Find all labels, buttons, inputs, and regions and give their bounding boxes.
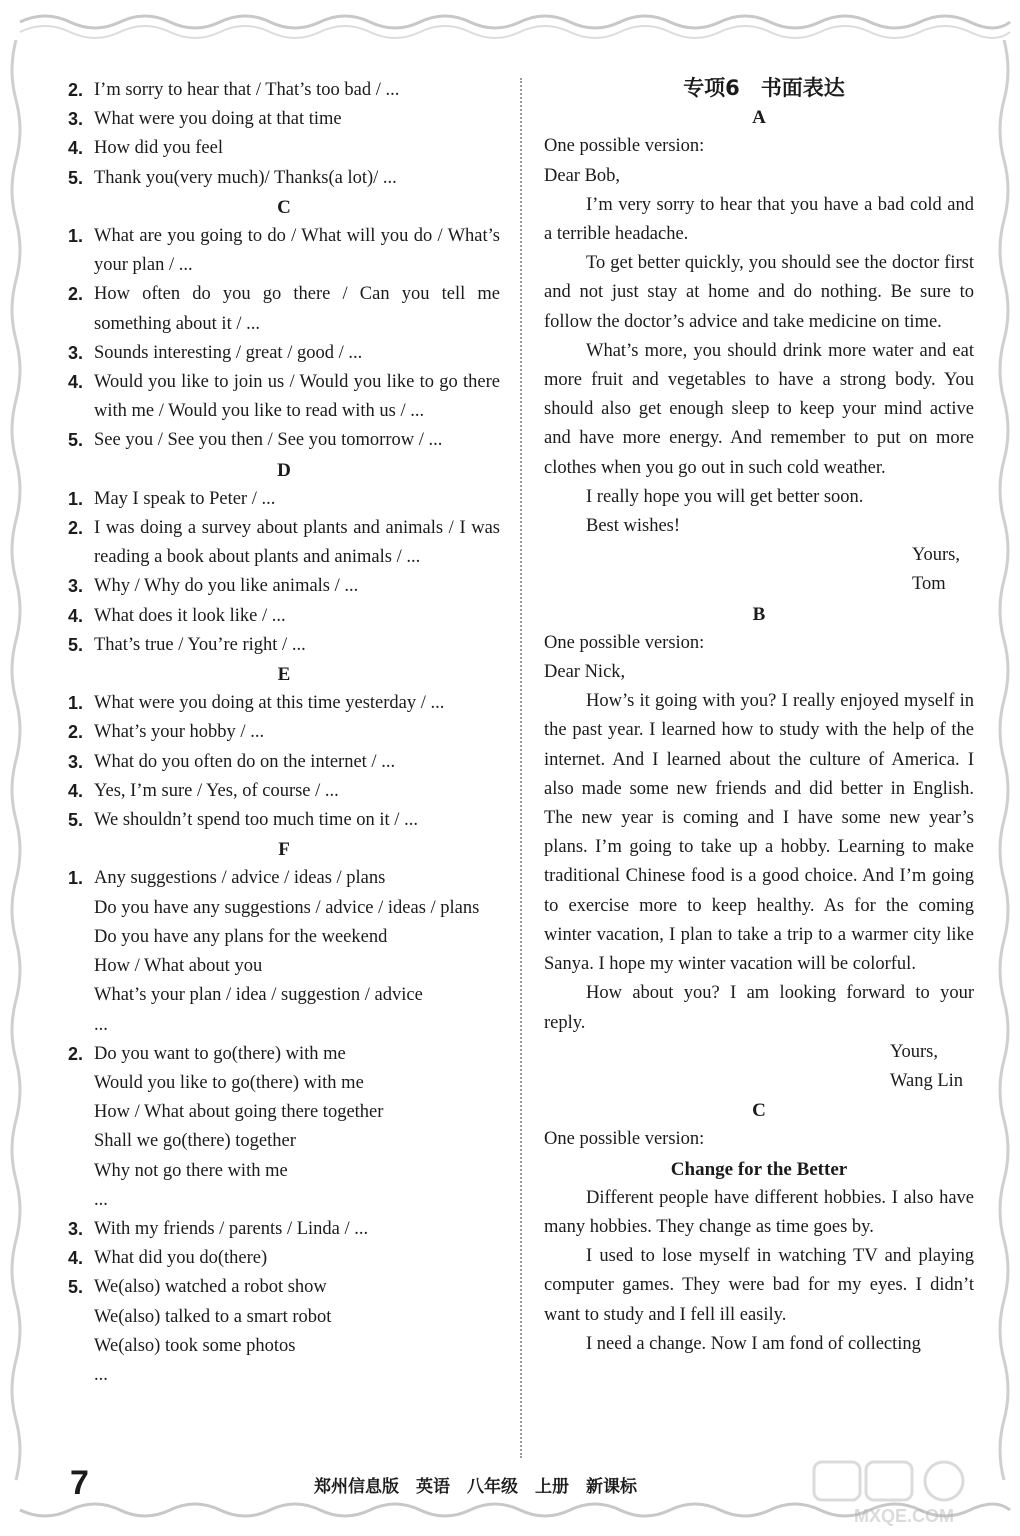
right-wavy-border [990,40,1020,1496]
list-item: 5. See you / See you then / See you tomorrow / ... [68,430,443,451]
list-item: 5. Thank you(very much)/ Thanks(a lot)/ ... [68,167,397,188]
list-item: 3. Sounds interesting / great / good / ... [68,342,363,363]
alt-answer: How / What about you [94,956,263,977]
letter-signature: Wang Lin [890,1070,964,1091]
alt-answer: Do you have any plans for the weekend [94,926,388,947]
section-a-heading: A [752,107,766,129]
list-item: 5. That’s true / You’re right / ... [68,634,306,655]
list-item: 3. What do you often do on the internet / ... [68,751,396,772]
letter-signature: Tom [912,574,946,595]
list-item: 4. How did you feel [68,138,223,159]
section-e-list [68,689,500,835]
letter-greeting: Dear Nick, [544,662,626,683]
essay-paragraph: I used to lose myself in watching TV and playing computer games. They were bad for my eyes. I didn’t want to study and I fell ill easily. [544,1246,974,1325]
page-number: 7 [70,1464,89,1502]
list-item: 3. What were you doing at that time [68,109,342,130]
top-wavy-border [0,0,1020,40]
alt-answer: We(also) talked to a smart robot [94,1306,332,1327]
watermark-text: MXQE.COM [853,1506,955,1526]
left-column [68,76,500,1390]
topic-heading: 专项6 书面表达 [683,76,845,100]
list-item: 4. Yes, I’m sure / Yes, of course / ... [68,780,339,801]
list-item: 2. I was doing a survey about plants and animals / I was reading a book about plants and animals / ... [68,518,500,568]
version-label: One possible version: [544,136,705,157]
alt-answer: ... [94,1014,108,1035]
letter-paragraph: How’s it going with you? I really enjoyed myself in the past year. I learned how to study with the help of the internet. And I learned about the culture of America. I also made some new friends and did better in English. The new year is coming and I have some new year’s plans. I’m going to take up a hobby. Learning to make traditional Chinese food is a good choice. And I’m going to exercise more to keep healthy. As for the coming winter vacation, I plan to take a trip to a warmer city like Sanya. I hope my winter vacation will be colorful. [544,691,974,975]
column-divider [520,78,522,1458]
watermark-logo [808,1458,1008,1528]
essay-paragraph: Different people have different hobbies. I also have many hobbies. They change as time goes by. [544,1187,974,1237]
letter-paragraph: How about you? I am looking forward to your reply. [544,983,974,1033]
letter-paragraph: I’m very sorry to hear that you have a bad cold and a terrible headache. [544,194,974,245]
left-wavy-border [0,40,30,1496]
alt-answer: Do you have any suggestions / advice / ideas / plans [94,897,480,918]
list-item: 4. What does it look like / ... [68,605,286,626]
list-item: 5. We(also) watched a robot show [68,1277,327,1298]
list-item: 2. Do you want to go(there) with me [68,1043,346,1064]
list-item: 1. May I speak to Peter / ... [68,488,276,509]
alt-answer: ... [94,1364,108,1385]
alt-answer: Shall we go(there) together [94,1131,296,1152]
section-f-list [68,864,500,1390]
alt-answer: ... [94,1189,108,1210]
alt-answer: How / What about going there together [94,1102,384,1123]
essay-title: Change for the Better [670,1158,848,1180]
list-item: 2. What’s your hobby / ... [68,722,265,743]
letter-greeting: Dear Bob, [544,165,621,186]
letter-paragraph: To get better quickly, you should see the doctor first and not just stay at home and do nothing. Be sure to follow the doctor’s advice and take medicine on time. [544,253,974,332]
footer-book-info: 郑州信息版 英语 八年级 上册 新课标 [314,1477,637,1497]
list-item: 3. Why / Why do you like animals / ... [68,576,359,597]
list-item: 5. We shouldn’t spend too much time on it / ... [68,810,418,831]
list-item: 1. What were you doing at this time yesterday / ... [68,693,445,714]
section-b-heading: B [752,603,766,625]
section-e-heading: E [277,664,291,686]
section-c-heading: C [277,196,291,218]
list-item: 4. What did you do(there) [68,1248,268,1269]
letter-yours: Yours, [890,1041,938,1062]
essay-paragraph: I need a change. Now I am fond of collecting [586,1333,921,1354]
list-item: 1. What are you going to do / What will you do / What’s your plan / ... [68,226,500,276]
alt-answer: We(also) took some photos [94,1335,296,1356]
list-item: 1. Any suggestions / advice / ideas / plans [68,868,386,889]
letter-paragraph: What’s more, you should drink more water and eat more fruit and vegetables to have a strong body. You should also get enough sleep to keep your mind active and have more energy. And remember to put on more clothes when you go out in such cold weather. [544,340,974,478]
section-d-list [68,485,500,660]
letter-yours: Yours, [912,545,960,566]
section-f-heading: F [278,839,290,861]
letter-wishes: Best wishes! [586,516,681,537]
right-column [544,76,974,1359]
letter-closing: I really hope you will get better soon. [586,486,864,507]
section-c-heading: C [752,1100,766,1122]
version-label: One possible version: [544,1129,705,1150]
list-item: 3. With my friends / parents / Linda / ... [68,1218,369,1239]
list-item: 2. I’m sorry to hear that / That’s too bad / ... [68,80,400,100]
list-item: 4. Would you like to join us / Would you like to go there with me / Would you like to read with us / ... [68,372,500,422]
section-d-heading: D [277,459,291,481]
alt-answer: Why not go there with me [94,1160,288,1181]
version-label: One possible version: [544,632,705,653]
list-item: 2. How often do you go there / Can you tell me something about it / ... [68,284,500,334]
alt-answer: Would you like to go(there) with me [94,1072,364,1093]
alt-answer: What’s your plan / idea / suggestion / advice [94,985,423,1006]
section-b-continued [68,76,500,193]
section-c-list [68,222,500,456]
